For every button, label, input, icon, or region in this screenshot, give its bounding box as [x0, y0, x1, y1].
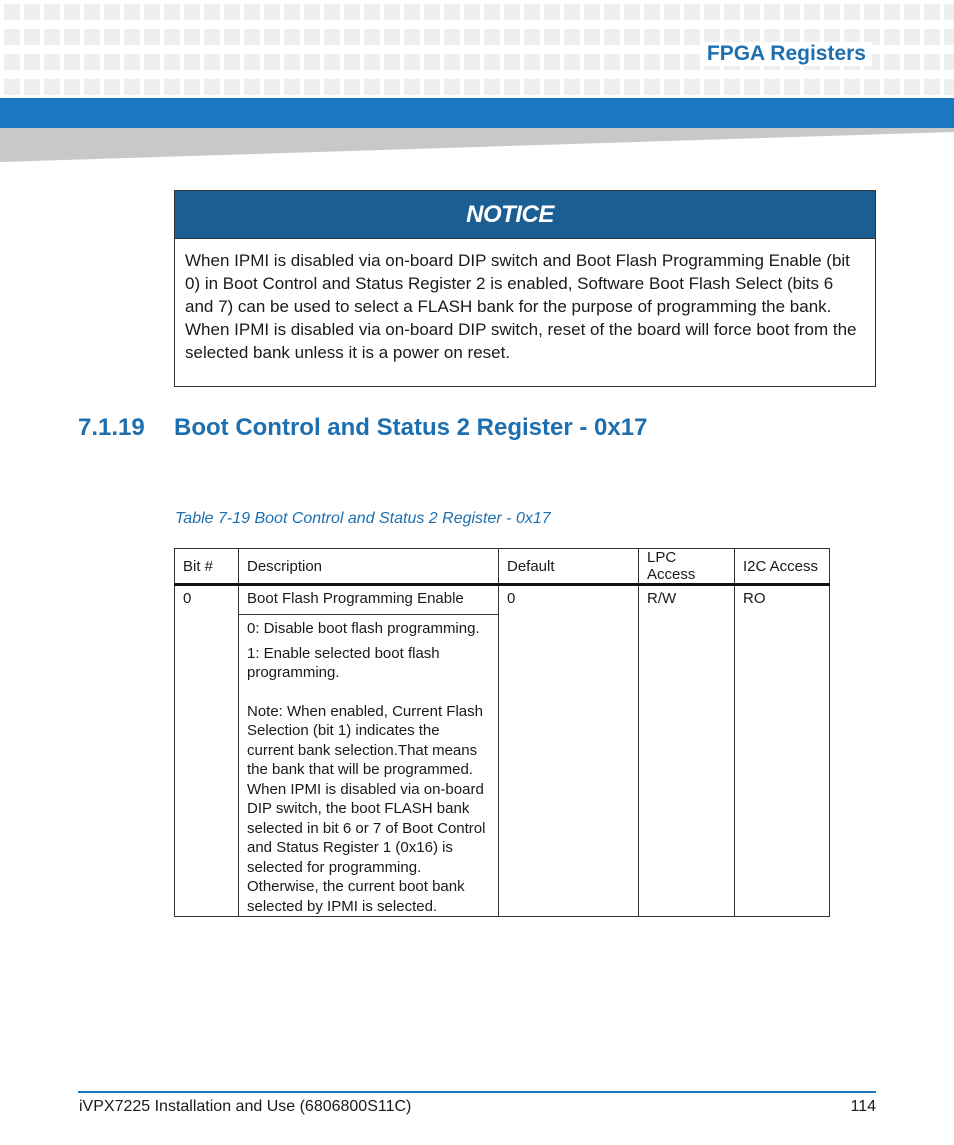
cell-lpc: R/W	[639, 585, 735, 917]
cell-default: 0	[499, 585, 639, 917]
header-bit: Bit #	[175, 549, 239, 585]
section-heading	[78, 414, 647, 442]
notice-header	[175, 191, 875, 239]
cell-bit: 0	[175, 585, 239, 917]
desc-enable: 1: Enable selected boot flash programming.	[247, 644, 440, 681]
section-title: Boot Control and Status 2 Register - 0x17	[174, 414, 648, 441]
register-table	[174, 548, 830, 917]
header-i2c-access: I2C Access	[735, 549, 830, 585]
desc-disable: 0: Disable boot flash programming.	[247, 620, 480, 637]
header-bar	[0, 98, 954, 128]
cell-description-title: Boot Flash Programming Enable	[239, 585, 499, 615]
table-row	[175, 585, 830, 615]
footer-rule	[78, 1091, 876, 1093]
notice-box	[174, 190, 876, 387]
header-default: Default	[499, 549, 639, 585]
table-caption: Table 7-19 Boot Control and Status 2 Register - 0x17	[175, 510, 551, 527]
desc-note: Note: When enabled, Current Flash Selection (bit 1) indicates the current bank selection.That means the bank that will be programmed. When IPMI is disabled via on-board DIP switch, the boot FLASH bank selected in bit 6 or 7 of Boot Control and Status Register 1 (0x16) is selected for programming. Otherwise, the current boot bank selected by IPMI is selected.	[247, 702, 486, 915]
header-lpc-access: LPC Access	[639, 549, 735, 585]
page-number: 114	[850, 1098, 876, 1115]
notice-text: When IPMI is disabled via on-board DIP switch and Boot Flash Programming Enable (bit 0) in Boot Control and Status Register 2 is enabled, Software Boot Flash Select (bits 6 and 7) can be used to select a FLASH bank for the purpose of programming the bank. When IPMI is disabled via on-board DIP switch, reset of the board will force boot from the selected bank unless it is a power on reset.	[185, 251, 857, 362]
section-number: 7.1.19	[78, 414, 145, 441]
header-wedge	[0, 128, 954, 164]
cell-i2c: RO	[735, 585, 830, 917]
header-description: Description	[239, 549, 499, 585]
chapter-title: FPGA Registers	[701, 42, 872, 66]
cell-description-detail	[239, 615, 499, 917]
table-header-row	[175, 549, 830, 585]
notice-heading: NOTICE	[466, 200, 554, 228]
footer-document: iVPX7225 Installation and Use (6806800S11C)	[79, 1098, 412, 1115]
